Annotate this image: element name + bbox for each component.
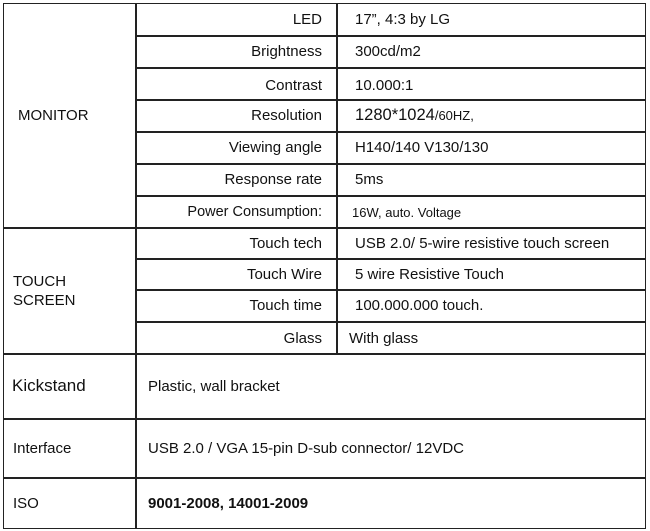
spec-value-viewing-angle: H140/140 V130/130 [355, 139, 489, 156]
spec-key-contrast: Contrast [265, 77, 322, 94]
spec-value-resolution [355, 100, 474, 131]
column-divider-mid [336, 3, 338, 353]
group-divider [3, 353, 646, 355]
spec-key-glass: Glass [283, 330, 322, 347]
iso-label: ISO [13, 495, 39, 512]
spec-key-touch-tech: Touch tech [249, 234, 322, 252]
row-divider [135, 67, 646, 69]
interface-label: Interface [13, 439, 72, 457]
spec-key-resolution: Resolution [251, 107, 322, 124]
monitor-label: MONITOR [18, 106, 89, 124]
spec-value-contrast: 10.000:1 [355, 77, 414, 94]
spec-key-brightness: Brightness [251, 43, 322, 60]
column-divider-left [135, 3, 137, 529]
spec-key-touch-time: Touch time [249, 297, 322, 314]
iso-value: 9001-2008, 14001-2009 [148, 495, 309, 512]
spec-value-touch-tech: USB 2.0/ 5-wire resistive touch screen [355, 234, 610, 252]
spec-value-touch-wire: 5 wire Resistive Touch [355, 265, 504, 283]
spec-value-led: 17”, 4:3 by LG [355, 11, 451, 28]
group-divider [3, 477, 646, 479]
spec-key-led: LED [292, 11, 322, 28]
kickstand-value: Plastic, wall bracket [148, 377, 280, 395]
spec-key-viewing-angle: Viewing angle [228, 139, 322, 156]
touch-label-line2: SCREEN [13, 291, 76, 309]
spec-value-power: 16W, auto. Voltage [352, 205, 462, 220]
spec-value-glass: With glass [349, 330, 419, 347]
kickstand-label: Kickstand [12, 376, 86, 395]
interface-value: USB 2.0 / VGA 15-pin D-sub connector/ 12VDC [148, 439, 464, 457]
spec-key-power: Power Consumption: [187, 203, 322, 220]
spec-key-touch-wire: Touch Wire [246, 265, 322, 283]
spec-value-response-rate: 5ms [355, 171, 384, 188]
spec-key-response-rate: Response rate [224, 171, 322, 188]
spec-value-brightness: 300cd/m2 [355, 43, 421, 60]
spec-value-touch-time: 100.000.000 touch. [355, 297, 484, 314]
touch-label-line1: TOUCH [13, 272, 67, 290]
resolution-main: 1280*1024 [355, 106, 435, 124]
resolution-suffix: /60HZ, [434, 108, 474, 123]
